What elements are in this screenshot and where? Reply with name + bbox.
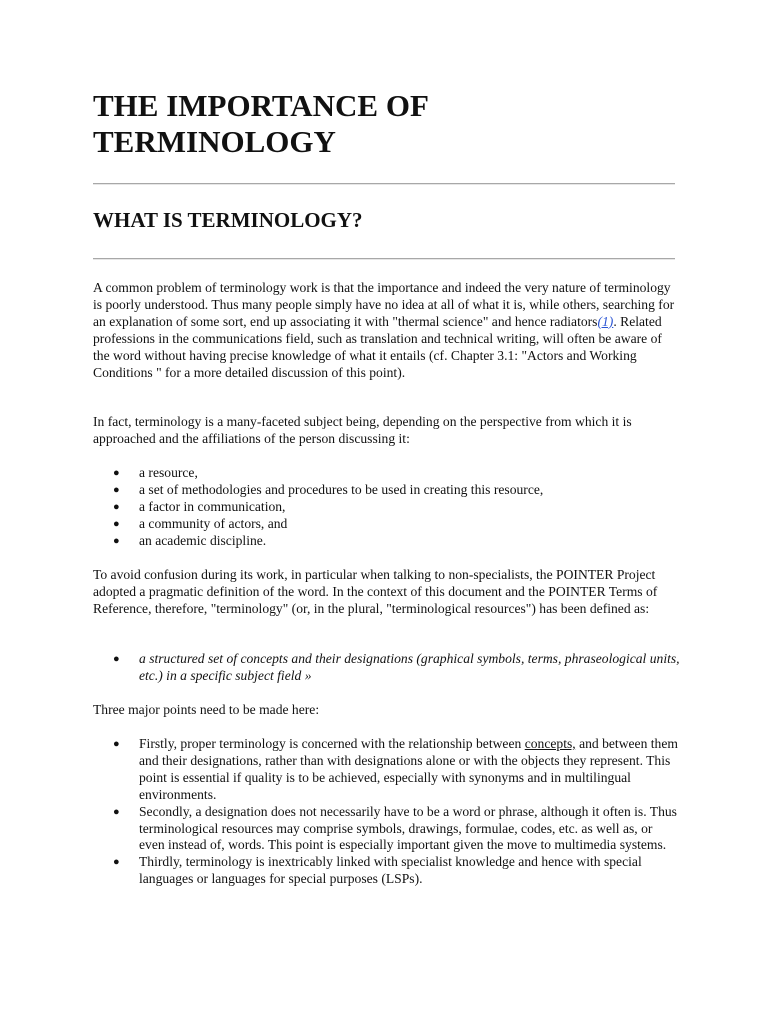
page-title: THE IMPORTANCE OF TERMINOLOGY	[93, 88, 428, 159]
footnote-link[interactable]: (1)	[597, 313, 614, 329]
list-item-text: a community of actors, and	[139, 515, 288, 531]
bullet-icon: ●	[113, 483, 120, 496]
paragraph-facets: In fact, terminology is a many-faceted subject being, depending on the perspective from which it is approached and the affiliations of the person discussing it:	[93, 414, 632, 446]
list-item	[93, 651, 681, 685]
definition-list	[93, 651, 681, 685]
bullet-icon: ●	[113, 653, 120, 665]
bullet-icon: ●	[113, 500, 120, 513]
paragraph-text: A common problem of terminology work is that the importance and indeed the very nature of terminology is poorly understood. Thus many people simply have no idea at all of what it is, while others, searching for an explanation of some sort, end up associating it with "thermal science" and hence radiators	[93, 280, 675, 329]
paragraph-points-intro: Three major points need to be made here:	[93, 702, 320, 717]
list-item	[93, 482, 681, 499]
list-item-text: an academic discipline.	[139, 532, 267, 548]
definition-text: a structured set of concepts and their designations (graphical symbols, terms, phraseological units, etc.) in a specific subject field »	[139, 651, 680, 683]
list-item-text: a factor in communication,	[139, 498, 286, 514]
facets-list	[93, 465, 681, 550]
paragraph-intro	[93, 280, 681, 381]
bullet-icon: ●	[113, 805, 120, 818]
horizontal-rule	[93, 258, 675, 260]
paragraph-definition-intro: To avoid confusion during its work, in particular when talking to non-specialists, the POINTER Project adopted a pragmatic definition of the word. In the context of this document and the POINTER Terms of Reference, therefore, "terminology" (or, in the plural, "terminological resources") has been defined as:	[93, 567, 658, 616]
list-item	[93, 804, 681, 855]
list-item	[93, 533, 681, 550]
list-item-text: Secondly, a designation does not necessarily have to be a word or phrase, although it often is. Thus terminological resources may comprise symbols, drawings, formulae, codes, etc. as well as, or even instead of, words. This point is especially important given the move to multimedia systems.	[139, 803, 677, 853]
bullet-icon: ●	[113, 534, 120, 547]
list-item	[93, 465, 681, 482]
bullet-icon: ●	[113, 467, 120, 479]
points-list	[93, 736, 681, 888]
list-item-text: a set of methodologies and procedures to be used in creating this resource,	[139, 481, 544, 497]
list-item	[93, 854, 681, 888]
bullet-icon: ●	[113, 517, 120, 530]
bullet-icon: ●	[113, 856, 120, 869]
bullet-icon: ●	[113, 738, 120, 750]
underlined-term: concepts,	[524, 736, 576, 751]
list-item	[93, 516, 681, 533]
section-heading: WHAT IS TERMINOLOGY?	[93, 208, 363, 232]
list-item	[93, 736, 681, 804]
paragraph-text: . Related professions in the communications field, such as translation and technical writing, will often be aware of the word without having precise knowledge of what it entails (cf. Chapter 3.1: "Actors and Working Conditions " for a more detailed discussion of this point).	[93, 313, 662, 380]
list-item-text: Firstly, proper terminology is concerned with the relationship between	[139, 736, 525, 751]
list-item	[93, 499, 681, 516]
list-item-text: a resource,	[139, 465, 198, 480]
list-item-text: and between them and their designations, rather than with designations alone or with the objects they represent. This point is essential if quality is to be achieved, especially with synonyms and in multilingual environments.	[139, 736, 678, 802]
list-item-text: Thirdly, terminology is inextricably linked with specialist knowledge and hence with special languages or languages for special purposes (LSPs).	[139, 854, 642, 887]
horizontal-rule	[93, 183, 675, 185]
